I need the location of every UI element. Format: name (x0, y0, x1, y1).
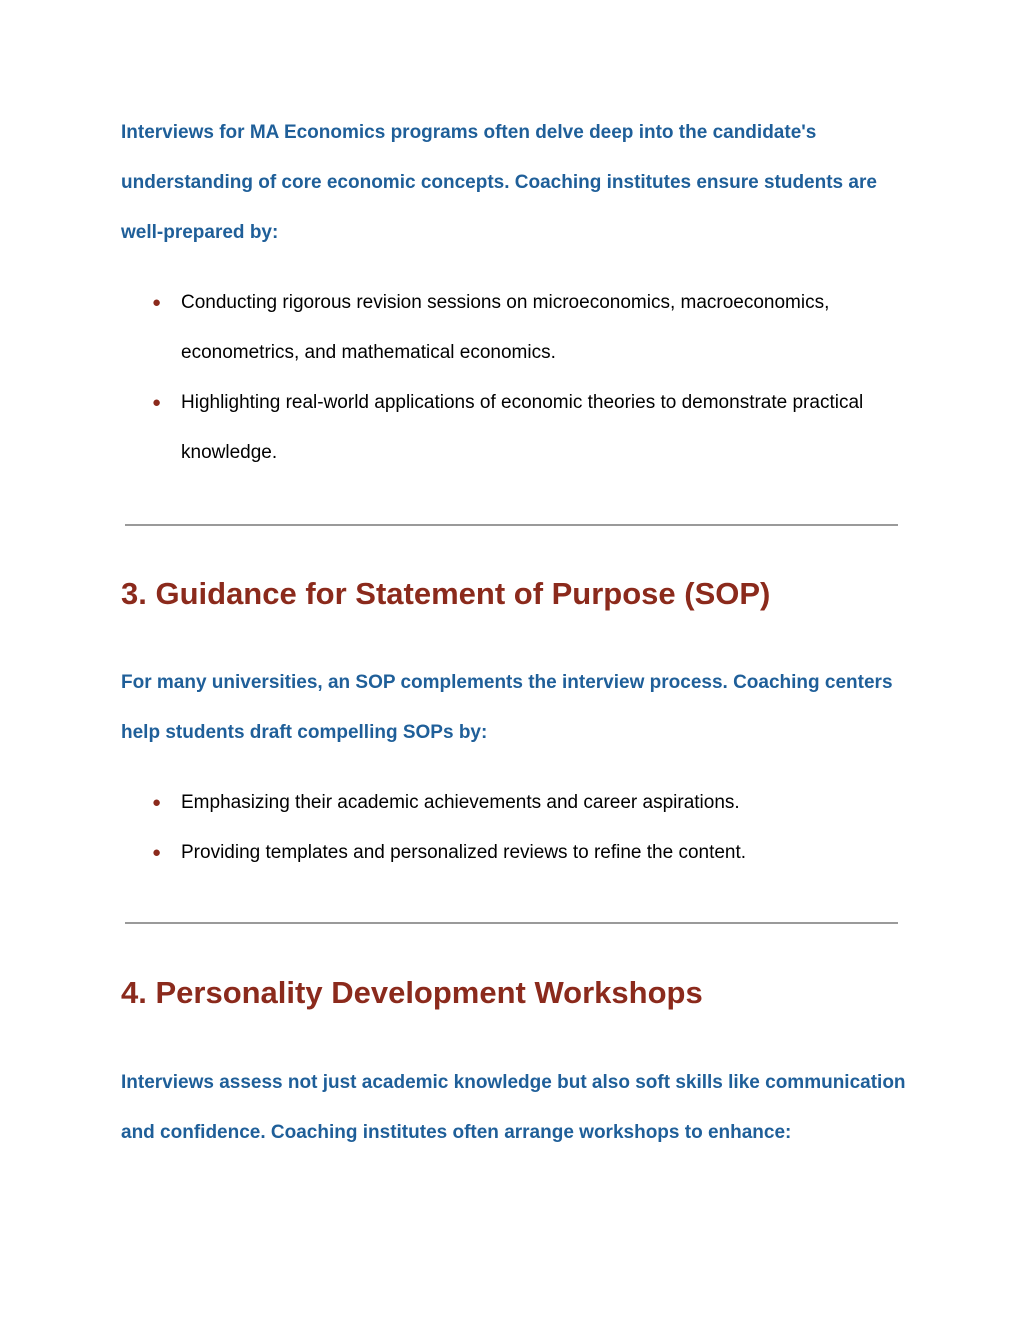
section-heading-sop: 3. Guidance for Statement of Purpose (SOP) (121, 576, 771, 611)
intro-bullet-list (121, 278, 911, 478)
bullet-text: Conducting rigorous revision sessions on microeconomics, macroeconomics, econometrics, and mathematical economics. (181, 292, 830, 363)
list-item (121, 828, 911, 878)
sop-bullet-list (121, 778, 911, 878)
bullet-text: Highlighting real-world applications of economic theories to demonstrate practical knowledge. (181, 392, 864, 463)
list-item (121, 278, 911, 378)
list-item (121, 378, 911, 478)
personality-paragraph: Interviews assess not just academic knowledge but also soft skills like communication and confidence. Coaching institutes often arrange workshops to enhance: (121, 1072, 906, 1143)
section-heading-personality: 4. Personality Development Workshops (121, 975, 703, 1010)
section-divider (125, 922, 898, 924)
section-divider (125, 524, 898, 526)
bullet-text: Providing templates and personalized reviews to refine the content. (181, 842, 747, 863)
bullet-icon: ● (152, 794, 162, 811)
bullet-icon: ● (152, 394, 162, 411)
bullet-icon: ● (152, 844, 162, 861)
intro-paragraph: Interviews for MA Economics programs often delve deep into the candidate's understanding of core economic concepts. Coaching institutes ensure students are well-prepared by: (121, 122, 877, 243)
bullet-icon: ● (152, 294, 162, 311)
sop-paragraph: For many universities, an SOP complements the interview process. Coaching centers help students draft compelling SOPs by: (121, 672, 893, 743)
list-item (121, 778, 911, 828)
bullet-text: Emphasizing their academic achievements and career aspirations. (181, 792, 740, 813)
